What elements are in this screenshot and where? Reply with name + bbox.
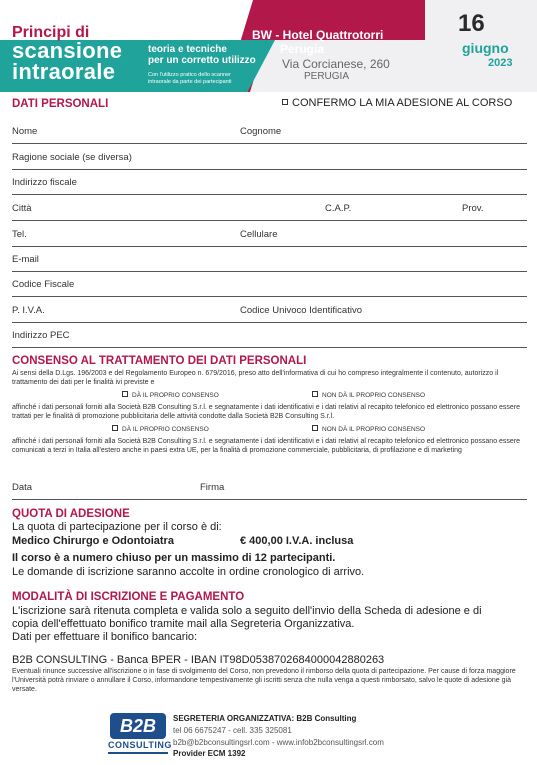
field-data[interactable]: Data xyxy=(12,482,33,493)
event-year: 2023 xyxy=(488,57,513,69)
confirm-label: CONFERMO LA MIA ADESIONE AL CORSO xyxy=(292,97,513,109)
consent1-give-label: DÀ IL PROPRIO CONSENSO xyxy=(132,392,219,399)
b2b-logo-sub: CONSULTING xyxy=(108,740,172,750)
field-firma[interactable]: Firma xyxy=(200,482,225,493)
course-subtitle-line1: teoria e tecniche xyxy=(148,44,227,55)
venue xyxy=(252,28,383,56)
course-note-line1: Con l'utilizzo pratico dello scanner xyxy=(148,72,231,78)
field-cognome[interactable]: Cognome xyxy=(240,126,282,137)
payment-line1: L'iscrizione sarà ritenuta completa e valida solo a seguito dell'invio della Scheda di adesione e di xyxy=(12,605,482,617)
payment-title: MODALITÀ DI ISCRIZIONE E PAGAMENTO xyxy=(12,591,245,603)
course-note-line2: intraorale da parte dei partecipanti xyxy=(148,79,232,85)
field-codice-fiscale[interactable]: Codice Fiscale xyxy=(12,279,75,290)
b2b-logo-mark: B2B xyxy=(110,713,166,739)
field-ragione-sociale[interactable]: Ragione sociale (se diversa) xyxy=(12,152,132,163)
course-subtitle xyxy=(148,44,256,66)
row-name xyxy=(12,126,527,144)
field-indirizzo-fiscale[interactable]: Indirizzo fiscale xyxy=(12,177,77,188)
payment-note: Eventuali rinunce successive all'iscrizione o in fase di svolgimento del Corso, non prevedono il rimborso della quota di partecipazione. Per cause di forza maggiore l'Università potrà rinviare o annullare il Corso, informandone tempestivamente gli iscritti senza che nulla venga a questi rimborsato, salvo le quote di adesione già versate. xyxy=(12,668,516,693)
course-title xyxy=(12,40,122,82)
field-tel[interactable]: Tel. xyxy=(12,229,27,240)
row-email xyxy=(12,254,527,272)
consent-para2: affinché i dati personali forniti alla Società B2B Consulting S.r.l. e segnatamente i dati identificativi e i dati relativi al recapito telefonico ed elettronico possano essere comunicati a terzi in Italia all'estero anche in paesi extra UE, per la finalità di promozione commerciale, pubblicitaria, di profilazione e di marketing xyxy=(12,438,521,454)
web-contacts: b2b@b2bconsultingsrl.com - www.infob2bconsultingsrl.com xyxy=(173,738,384,747)
field-pec[interactable]: Indirizzo PEC xyxy=(12,330,70,341)
field-piva[interactable]: P. I.V.A. xyxy=(12,305,45,316)
row-tel xyxy=(12,229,527,247)
field-citta[interactable]: Città xyxy=(12,203,32,214)
consent1-give-checkbox[interactable] xyxy=(122,391,128,397)
consent1-deny-checkbox[interactable] xyxy=(312,391,318,397)
consent2-deny-checkbox[interactable] xyxy=(312,425,318,431)
b2b-logo xyxy=(108,713,172,757)
field-prov[interactable]: Prov. xyxy=(462,203,484,214)
payment-line3: Dati per effettuare il bonifico bancario: xyxy=(12,631,198,643)
confirm-checkbox[interactable] xyxy=(282,99,288,105)
venue-address: Via Corcianese, 260 xyxy=(282,57,390,71)
fee-title: QUOTA DI ADESIONE xyxy=(12,508,130,520)
row-piva xyxy=(12,305,527,323)
fee-intro: La quota di partecipazione per il corso è di: xyxy=(12,521,222,533)
field-nome[interactable]: Nome xyxy=(12,126,38,137)
fee-price: € 400,00 I.V.A. inclusa xyxy=(240,535,354,547)
phones: tel 06 6675247 - cell. 335 325081 xyxy=(173,726,292,735)
consent2-deny[interactable] xyxy=(312,426,425,433)
consent1-deny[interactable] xyxy=(312,392,425,399)
event-day: 16 xyxy=(458,10,485,37)
consent-title: CONSENSO AL TRATTAMENTO DEI DATI PERSONALI xyxy=(12,355,307,367)
personal-data-title: DATI PERSONALI xyxy=(12,98,109,110)
fee-order: Le domande di iscrizione saranno accolte in ordine cronologico di arrivo. xyxy=(12,566,365,578)
row-data-firma xyxy=(12,482,527,500)
row-indirizzo xyxy=(12,177,527,195)
payment-line2: copia dell'effettuato bonifico tramite mail alla Segreteria Organizzativa. xyxy=(12,618,355,630)
consent2-give-checkbox[interactable] xyxy=(112,425,118,431)
fee-role: Medico Chirurgo e Odontoiatra xyxy=(12,535,174,547)
course-subtitle-line2: per un corretto utilizzo xyxy=(148,55,256,66)
field-email[interactable]: E-mail xyxy=(12,254,39,265)
secretary: SEGRETERIA ORGANIZZATIVA: B2B Consulting xyxy=(173,714,357,723)
row-ragione xyxy=(12,152,527,170)
consent-para1: affinché i dati personali forniti alla Società B2B Consulting S.r.l. e segnatamente i dati identificativi e i dati relativi al recapito telefonico ed elettronico possano essere trattati per le finalità di promozione pubblicitaria delle attività condotte dalla Società B2B Consulting S.r.l. xyxy=(12,404,521,420)
consent-intro: Ai sensi della D.Lgs. 196/2003 e del Regolamento Europeo n. 679/2016, preso atto dell'informativa di cui ho compreso integralmente il contenuto, autorizzo il trattamento dei dati per le finalità ivi previste e xyxy=(12,370,499,386)
provider-ecm: Provider ECM 1392 xyxy=(173,749,246,758)
course-title-line1: scansione xyxy=(12,38,123,63)
course-title-line2: intraorale xyxy=(12,59,116,84)
confirm-adhesion[interactable] xyxy=(282,97,512,109)
venue-name: BW - Hotel Quattrotorri xyxy=(252,28,384,42)
consent2-deny-label: NON DÀ IL PROPRIO CONSENSO xyxy=(322,426,426,433)
course-title-top: Principi di xyxy=(12,24,90,41)
b2b-logo-underline xyxy=(108,752,168,754)
event-month: giugno xyxy=(462,40,509,56)
fee-limit: Il corso è a numero chiuso per un massimo di 12 partecipanti. xyxy=(12,552,336,564)
venue-city: Perugia xyxy=(280,42,325,56)
row-citta xyxy=(12,203,527,221)
row-cf xyxy=(12,279,527,297)
consent1-give[interactable] xyxy=(122,392,219,399)
field-cellulare[interactable]: Cellulare xyxy=(240,229,278,240)
header-banner xyxy=(0,0,537,92)
course-note xyxy=(148,72,231,86)
row-pec xyxy=(12,330,527,348)
payment-iban: B2B CONSULTING - Banca BPER - IBAN IT98D0538702684000042880263 xyxy=(12,654,385,666)
field-cap[interactable]: C.A.P. xyxy=(325,203,352,214)
consent2-give-label: DÀ IL PROPRIO CONSENSO xyxy=(122,426,209,433)
consent1-deny-label: NON DÀ IL PROPRIO CONSENSO xyxy=(322,392,426,399)
consent2-give[interactable] xyxy=(112,426,209,433)
venue-address-city: PERUGIA xyxy=(304,71,350,82)
field-codice-univoco[interactable]: Codice Univoco Identificativo xyxy=(240,305,362,316)
